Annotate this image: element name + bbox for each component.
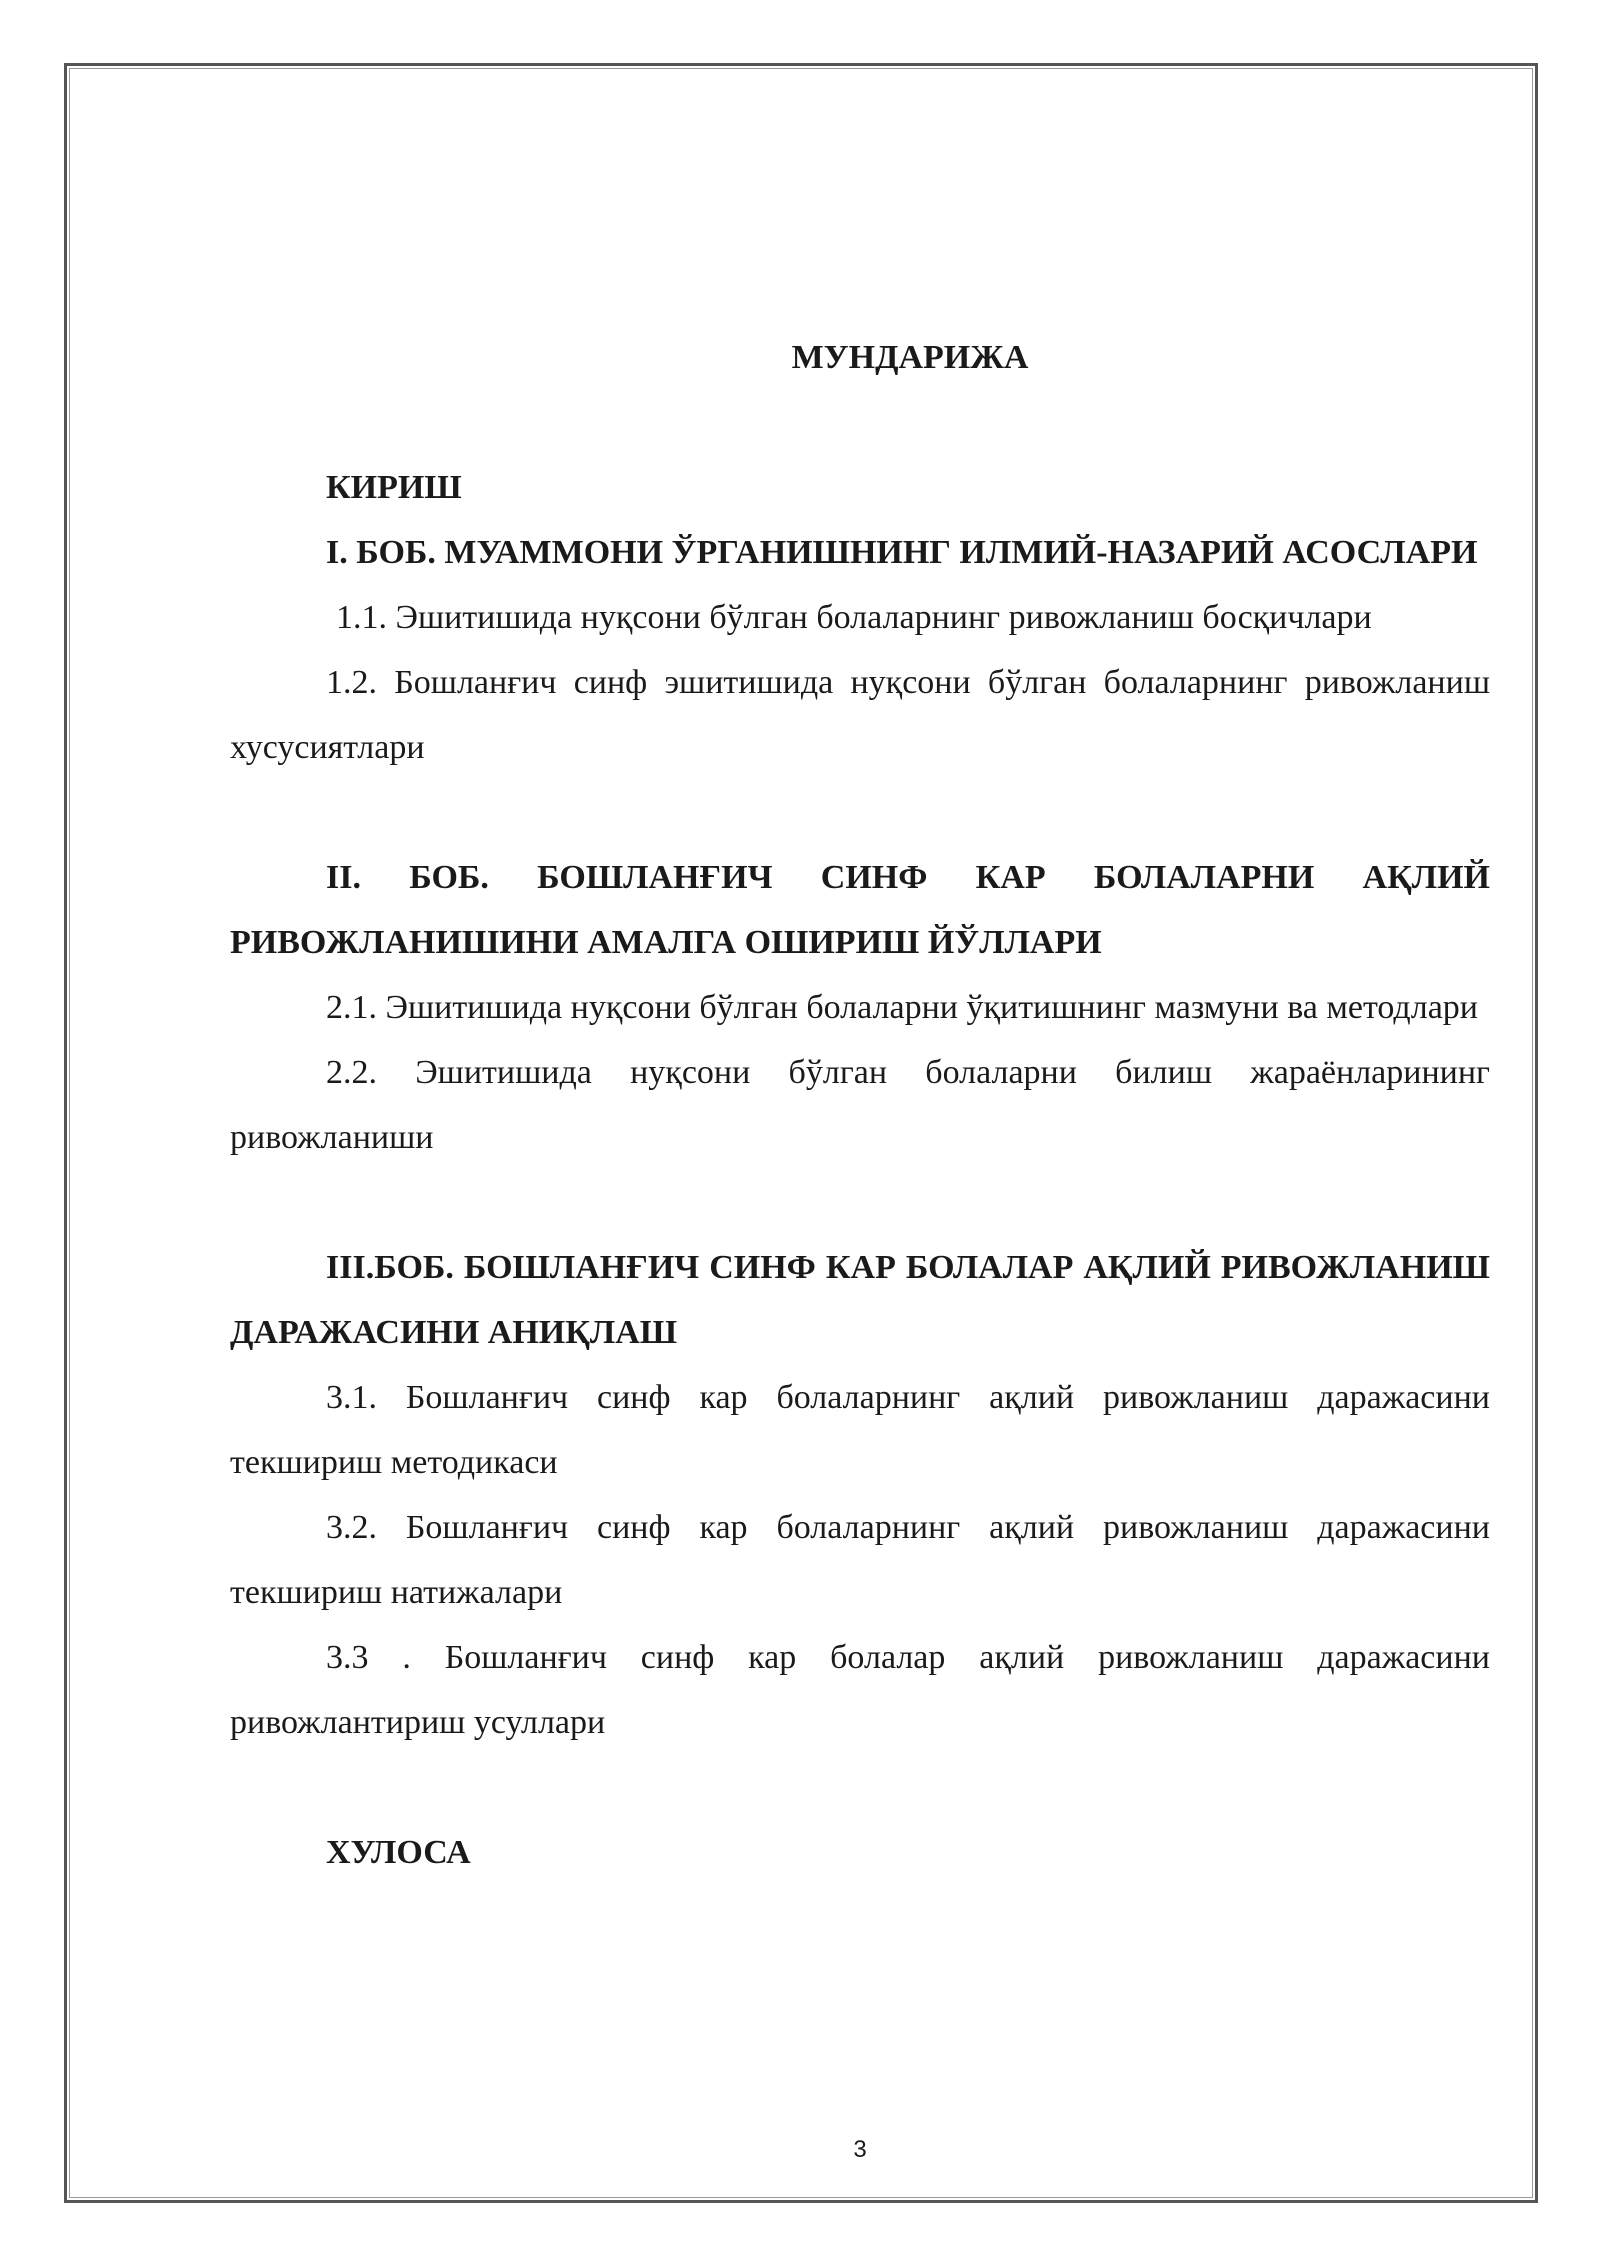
toc-section-3-3: 3.3 . Бошланғич синф кар болалар ақлий ривожланиш даражасини ривожлантириш усуллари [230, 1639, 1490, 1741]
spacer [230, 780, 1490, 845]
toc-section-2-2: 2.2. Эшитишида нуқсони бўлган болаларни билиш жараёнларининг ривожланиши [230, 1054, 1490, 1156]
page-number: 3 [853, 2136, 867, 2163]
toc-section-1-2: 1.2. Бошланғич синф эшитишида нуқсони бўлган болаларнинг ривожланиш хусусиятлари [230, 664, 1490, 766]
toc-chapter-2-heading: II. БОБ. БОШЛАНҒИЧ СИНФ КАР БОЛАЛАРНИ АҚЛИЙ РИВОЖЛАНИШИНИ АМАЛГА ОШИРИШ ЙЎЛЛАРИ [230, 859, 1490, 961]
toc-chapter-1-heading: I. БОБ. МУАММОНИ ЎРГАНИШНИНГ ИЛМИЙ-НАЗАРИЙ АСОСЛАРИ [326, 534, 1478, 571]
spacer [230, 1755, 1490, 1820]
toc-conclusion: ХУЛОСА [326, 1834, 471, 1871]
spacer [230, 1170, 1490, 1235]
toc-section-1-1: 1.1. Эшитишида нуқсони бўлган болаларнинг ривожланиш босқичлари [336, 599, 1372, 636]
toc-section-3-1: 3.1. Бошланғич синф кар болаларнинг ақлий ривожланиш даражасини текшириш методикаси [230, 1379, 1490, 1481]
toc-intro: КИРИШ [326, 469, 462, 506]
toc-chapter-3-heading: III.БОБ. БОШЛАНҒИЧ СИНФ КАР БОЛАЛАР АҚЛИЙ РИВОЖЛАНИШ ДАРАЖАСИНИ АНИҚЛАШ [230, 1249, 1490, 1351]
table-of-contents [230, 325, 1490, 1885]
page-title: МУНДАРИЖА [791, 339, 1029, 376]
toc-section-3-2: 3.2. Бошланғич синф кар болаларнинг ақлий ривожланиш даражасини текшириш натижалари [230, 1509, 1490, 1611]
toc-section-2-1: 2.1. Эшитишида нуқсони бўлган болаларни ўқитишнинг мазмуни ва методлари [326, 989, 1478, 1026]
